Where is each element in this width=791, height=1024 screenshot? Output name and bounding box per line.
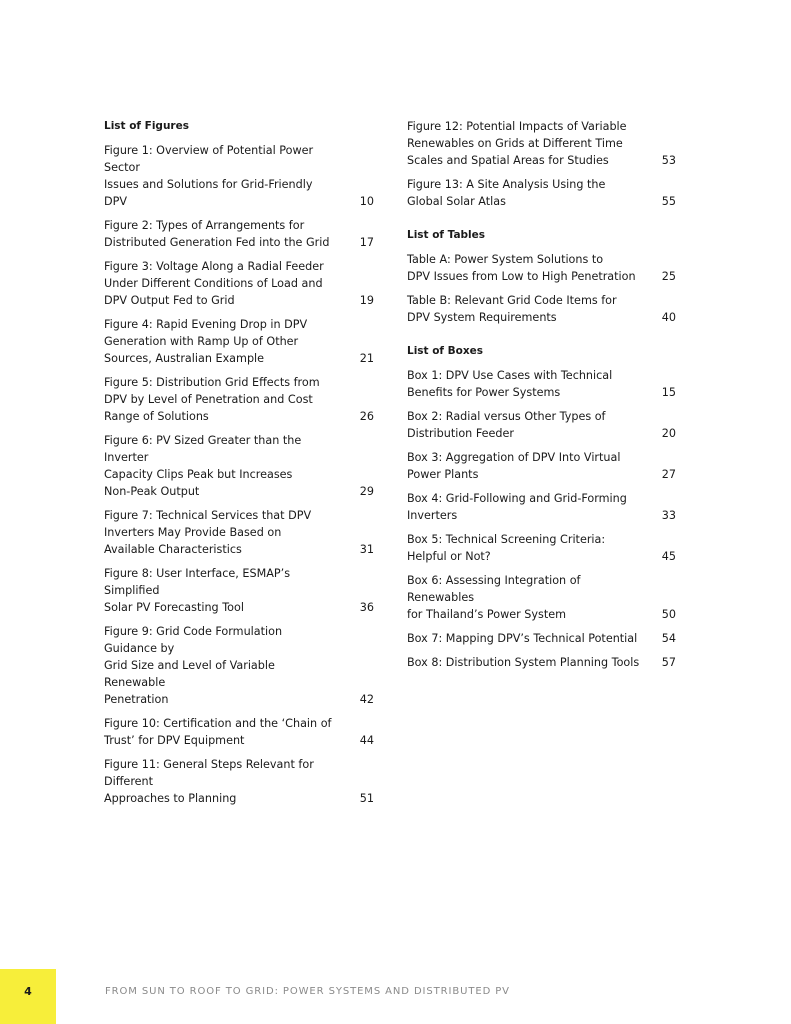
entry-title: Figure 7: Technical Services that DPV Inverters May Provide Based on Available Characteristics: [104, 509, 312, 556]
figure-entry: [104, 142, 374, 210]
entry-page: 33: [661, 509, 676, 522]
entry-page: 29: [359, 485, 374, 498]
entry-title: Figure 8: User Interface, ESMAP’s Simplified Solar PV Forecasting Tool: [104, 567, 291, 614]
entry-page: 57: [661, 656, 676, 669]
entry-page: 40: [661, 311, 676, 324]
box-entry: [407, 367, 676, 401]
entry-page: 31: [359, 543, 374, 556]
box-entry: [407, 630, 676, 647]
entry-page: 19: [359, 294, 374, 307]
figure-entry: [104, 623, 374, 708]
entry-page: 36: [359, 601, 374, 614]
box-entry: [407, 449, 676, 483]
entry-title: Figure 13: A Site Analysis Using the Global Solar Atlas: [407, 178, 606, 208]
figure-entry: [104, 565, 374, 616]
entry-title: Box 6: Assessing Integration of Renewables for Thailand’s Power System: [407, 574, 581, 621]
tables-heading: List of Tables: [407, 229, 486, 241]
entry-page: 17: [359, 236, 374, 249]
entry-page: 50: [661, 608, 676, 621]
entry-title: Figure 1: Overview of Potential Power Sector Issues and Solutions for Grid-Friendly DPV: [104, 144, 314, 208]
figure-entry: [104, 374, 374, 425]
entry-page: 21: [359, 352, 374, 365]
entry-title: Box 5: Technical Screening Criteria: Helpful or Not?: [407, 533, 606, 563]
page-number: 4: [24, 985, 32, 998]
table-entry: [407, 251, 676, 285]
entry-title: Figure 5: Distribution Grid Effects from DPV by Level of Penetration and Cost Range of Solutions: [104, 376, 320, 423]
entry-title: Figure 2: Types of Arrangements for Distributed Generation Fed into the Grid: [104, 219, 330, 249]
figure-entry: [104, 432, 374, 500]
figure-entry: [104, 258, 374, 309]
entry-page: 45: [661, 550, 676, 563]
entry-title: Figure 3: Voltage Along a Radial Feeder Under Different Conditions of Load and DPV Output Fed to Grid: [104, 260, 324, 307]
entry-title: Table B: Relevant Grid Code Items for DPV System Requirements: [407, 294, 617, 324]
figure-entry: [104, 507, 374, 558]
entry-page: 42: [359, 693, 374, 706]
figure-entry: [407, 118, 676, 169]
entry-page: 20: [661, 427, 676, 440]
figure-entry: [104, 217, 374, 251]
entry-title: Figure 6: PV Sized Greater than the Inverter Capacity Clips Peak but Increases Non-Peak Output: [104, 434, 302, 498]
entry-page: 54: [661, 632, 676, 645]
entry-title: Figure 4: Rapid Evening Drop in DPV Generation with Ramp Up of Other Sources, Australian Example: [104, 318, 308, 365]
figure-entry: [104, 715, 374, 749]
entry-title: Box 7: Mapping DPV’s Technical Potential: [407, 632, 638, 645]
entry-page: 26: [359, 410, 374, 423]
entry-page: 51: [359, 792, 374, 805]
entry-page: 15: [661, 386, 676, 399]
running-footer-title: FROM SUN TO ROOF TO GRID: POWER SYSTEMS AND DISTRIBUTED PV: [105, 986, 510, 997]
boxes-heading: List of Boxes: [407, 345, 484, 357]
figures-heading: List of Figures: [104, 120, 189, 132]
box-entry: [407, 408, 676, 442]
box-entry: [407, 531, 676, 565]
entry-title: Box 4: Grid-Following and Grid-Forming Inverters: [407, 492, 627, 522]
entry-page: 55: [661, 195, 676, 208]
entry-page: 44: [359, 734, 374, 747]
box-entry: [407, 572, 676, 623]
left-column: [104, 118, 374, 814]
table-entry: [407, 292, 676, 326]
entry-title: Box 1: DPV Use Cases with Technical Benefits for Power Systems: [407, 369, 613, 399]
entry-title: Box 8: Distribution System Planning Tools: [407, 656, 640, 669]
entry-title: Box 3: Aggregation of DPV Into Virtual Power Plants: [407, 451, 621, 481]
right-column: [407, 118, 676, 678]
box-entry: [407, 654, 676, 671]
entry-page: 25: [661, 270, 676, 283]
figure-entry: [407, 176, 676, 210]
entry-page: 53: [661, 154, 676, 167]
entry-title: Figure 11: General Steps Relevant for Different Approaches to Planning: [104, 758, 314, 805]
box-entry: [407, 490, 676, 524]
entry-title: Figure 10: Certification and the ‘Chain of Trust’ for DPV Equipment: [104, 717, 332, 747]
entry-title: Figure 9: Grid Code Formulation Guidance by Grid Size and Level of Variable Renewable Penetration: [104, 625, 283, 706]
figure-entry: [104, 756, 374, 807]
entry-page: 10: [359, 195, 374, 208]
entry-title: Table A: Power System Solutions to DPV Issues from Low to High Penetration: [407, 253, 636, 283]
entry-title: Box 2: Radial versus Other Types of Distribution Feeder: [407, 410, 606, 440]
figure-entry: [104, 316, 374, 367]
entry-page: 27: [661, 468, 676, 481]
entry-title: Figure 12: Potential Impacts of Variable Renewables on Grids at Different Time Scales and Spatial Areas for Studies: [407, 120, 627, 167]
